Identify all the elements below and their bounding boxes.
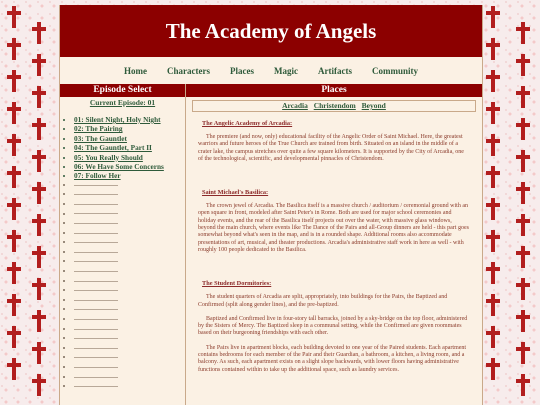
cross-icon (6, 134, 22, 156)
cross-icon (6, 358, 22, 380)
placeholder-episode (74, 277, 185, 287)
cross-icon (485, 358, 501, 380)
cross-icon (6, 6, 22, 28)
placeholder-episode (74, 238, 185, 248)
cross-icon (6, 70, 22, 92)
nav-characters[interactable]: Characters (167, 65, 210, 76)
cross-icon (31, 342, 47, 364)
placeholder-episode (74, 210, 185, 220)
cross-icon (485, 6, 501, 28)
cross-icon (6, 294, 22, 316)
cross-icon (515, 246, 531, 268)
placeholder-episode (74, 181, 185, 191)
episode-sidebar (60, 84, 186, 405)
cross-icon (485, 102, 501, 124)
cross-icon (31, 86, 47, 108)
cross-icon (485, 38, 501, 60)
placeholder-episode (74, 334, 185, 344)
placeholder-episode (74, 373, 185, 383)
cross-icon (515, 118, 531, 140)
placeholder-episode (74, 315, 185, 325)
cross-icon (31, 150, 47, 172)
placeholder-episode (74, 257, 185, 267)
episode-item[interactable]: • 07: Follow Her (74, 171, 185, 180)
section-academy (186, 120, 482, 163)
episode-item[interactable]: • 02: The Pairing (74, 124, 185, 133)
placeholder-episode (74, 190, 185, 200)
placeholder-episode (74, 296, 185, 306)
section-paragraph: The premiere (and now, only) educational facility of the Angelic Order of Saint Michael. Here, the greatest warriors and future heroes of the True Church are trained from birth. Situated on an island in the middle of a crater lake, the campus stretches over quite a few square kilometers. It is supported by the City of Arcadia, one of the technological, scientific, and developmental pinnacles of Christendom. (198, 134, 464, 162)
cross-icon (31, 278, 47, 300)
episode-select-heading: Episode Select (60, 84, 185, 97)
cross-icon (31, 182, 47, 204)
cross-icon (6, 262, 22, 284)
cross-icon (31, 374, 47, 396)
places-heading: Places (186, 84, 482, 97)
cross-icon (485, 70, 501, 92)
cross-icon (515, 342, 531, 364)
cross-icon (485, 230, 501, 252)
places-tabs (192, 100, 476, 112)
cross-icon (31, 310, 47, 332)
top-nav (60, 57, 482, 84)
placeholder-episode (74, 286, 185, 296)
cross-icon (6, 166, 22, 188)
placeholder-episode (74, 305, 185, 315)
cross-icon (31, 22, 47, 44)
cross-icon (485, 262, 501, 284)
cross-icon (6, 230, 22, 252)
cross-icon (485, 198, 501, 220)
cross-icon (485, 294, 501, 316)
episode-item[interactable]: • 03: The Gauntlet (74, 134, 185, 143)
placeholder-episode (74, 200, 185, 210)
section-title: The Student Dormitories: (202, 280, 272, 288)
section-paragraph: The crown jewel of Arcadia. The Basilica itself is a massive church / auditorium / ceremonial ground with an open square in front, modeled after Saint Peter's in Rome. Both are used for major school ceremonies and holiday events, and the rear of the Basilica itself projects out over the water, with massive glass windows, beyond the main church, where events like The Dance of the Pairs and all-Group dinners are held - this part goes somewhat beyond what's seen in the map, and is in a rounded shape. Additional rooms also accommodate presentations of art, musical, and theater productions. Arcadia's administrative staff work in here as well - with roughly 100 people dedicated to the Basilica. (198, 203, 469, 253)
episode-list (60, 115, 185, 181)
episode-item[interactable]: • 05: You Really Should (74, 153, 185, 162)
section-dormitories (186, 280, 482, 374)
cross-icon (6, 38, 22, 60)
section-paragraph: The student quarters of Arcadia are split, appropriately, into buildings for the Pairs, the Baptized and Confirmed (split along gender lines), and the pre-baptized. (198, 294, 448, 308)
cross-icon (485, 134, 501, 156)
cross-icon (515, 150, 531, 172)
cross-icon (515, 374, 531, 396)
cross-icon (31, 246, 47, 268)
placeholder-episode (74, 267, 185, 277)
nav-places[interactable]: Places (229, 65, 254, 76)
cross-icon (515, 214, 531, 236)
nav-home[interactable]: Home (124, 65, 147, 76)
section-paragraph: Baptized and Confirmed live in four-story tall barracks, joined by a sky-bridge on the top floor, administered by the Sisters of Mercy. The Baptized sleep in a communal setting, while the Confirmed are given roommates based on their burgeoning friendships with each other. (198, 315, 468, 337)
nav-magic[interactable]: Magic (273, 65, 298, 76)
places-panel (186, 84, 482, 405)
cross-icon (515, 310, 531, 332)
cross-icon (515, 22, 531, 44)
cross-icon (485, 326, 501, 348)
cross-icon (6, 198, 22, 220)
cross-icon (515, 86, 531, 108)
section-title: The Angelic Academy of Arcadia: (202, 120, 293, 127)
cross-icon (31, 118, 47, 140)
placeholder-episode (74, 353, 185, 363)
episode-item[interactable]: • 04: The Gauntlet, Part II (74, 143, 185, 152)
placeholder-episode-list (60, 181, 185, 392)
section-paragraph: The Pairs live in apartment blocks, each building devoted to one year of the Paired students. Each apartment contains bedrooms for each member of the Pair and their Guardian, a bathroom, a kitchen, a living room, and a balcony. As such, each apartment exists on a slight slope backwards, with lower floors having administrative functions contained within to take up the additional space, such as laundry services. (198, 344, 467, 373)
placeholder-episode (74, 382, 185, 392)
cross-icon (515, 54, 531, 76)
site-banner (60, 5, 482, 57)
placeholder-episode (74, 363, 185, 373)
cross-icon (515, 182, 531, 204)
current-episode-link[interactable]: Current Episode: 01 (89, 98, 156, 107)
section-basilica (186, 189, 482, 254)
placeholder-episode (74, 219, 185, 229)
page-frame (59, 5, 483, 405)
placeholder-episode (74, 344, 185, 354)
cross-icon (6, 326, 22, 348)
site-title: The Academy of Angels (165, 18, 377, 43)
episode-item[interactable]: • 01: Silent Night, Holy Night (74, 115, 185, 124)
cross-icon (31, 214, 47, 236)
cross-icon (485, 166, 501, 188)
nav-community[interactable]: Community (371, 65, 418, 76)
episode-item[interactable]: • 06: We Have Some Concerns (74, 162, 185, 171)
tab-arcadia[interactable]: Arcadia (282, 101, 308, 110)
placeholder-episode (74, 325, 185, 335)
tab-christendom[interactable]: Christendom (313, 101, 356, 110)
section-title: Saint Michael's Basilica: (202, 189, 269, 197)
cross-icon (6, 102, 22, 124)
tab-beyond[interactable]: Beyond (361, 101, 386, 110)
nav-artifacts[interactable]: Artifacts (317, 65, 352, 76)
placeholder-episode (74, 229, 185, 239)
placeholder-episode (74, 248, 185, 258)
cross-icon (515, 278, 531, 300)
cross-icon (31, 54, 47, 76)
